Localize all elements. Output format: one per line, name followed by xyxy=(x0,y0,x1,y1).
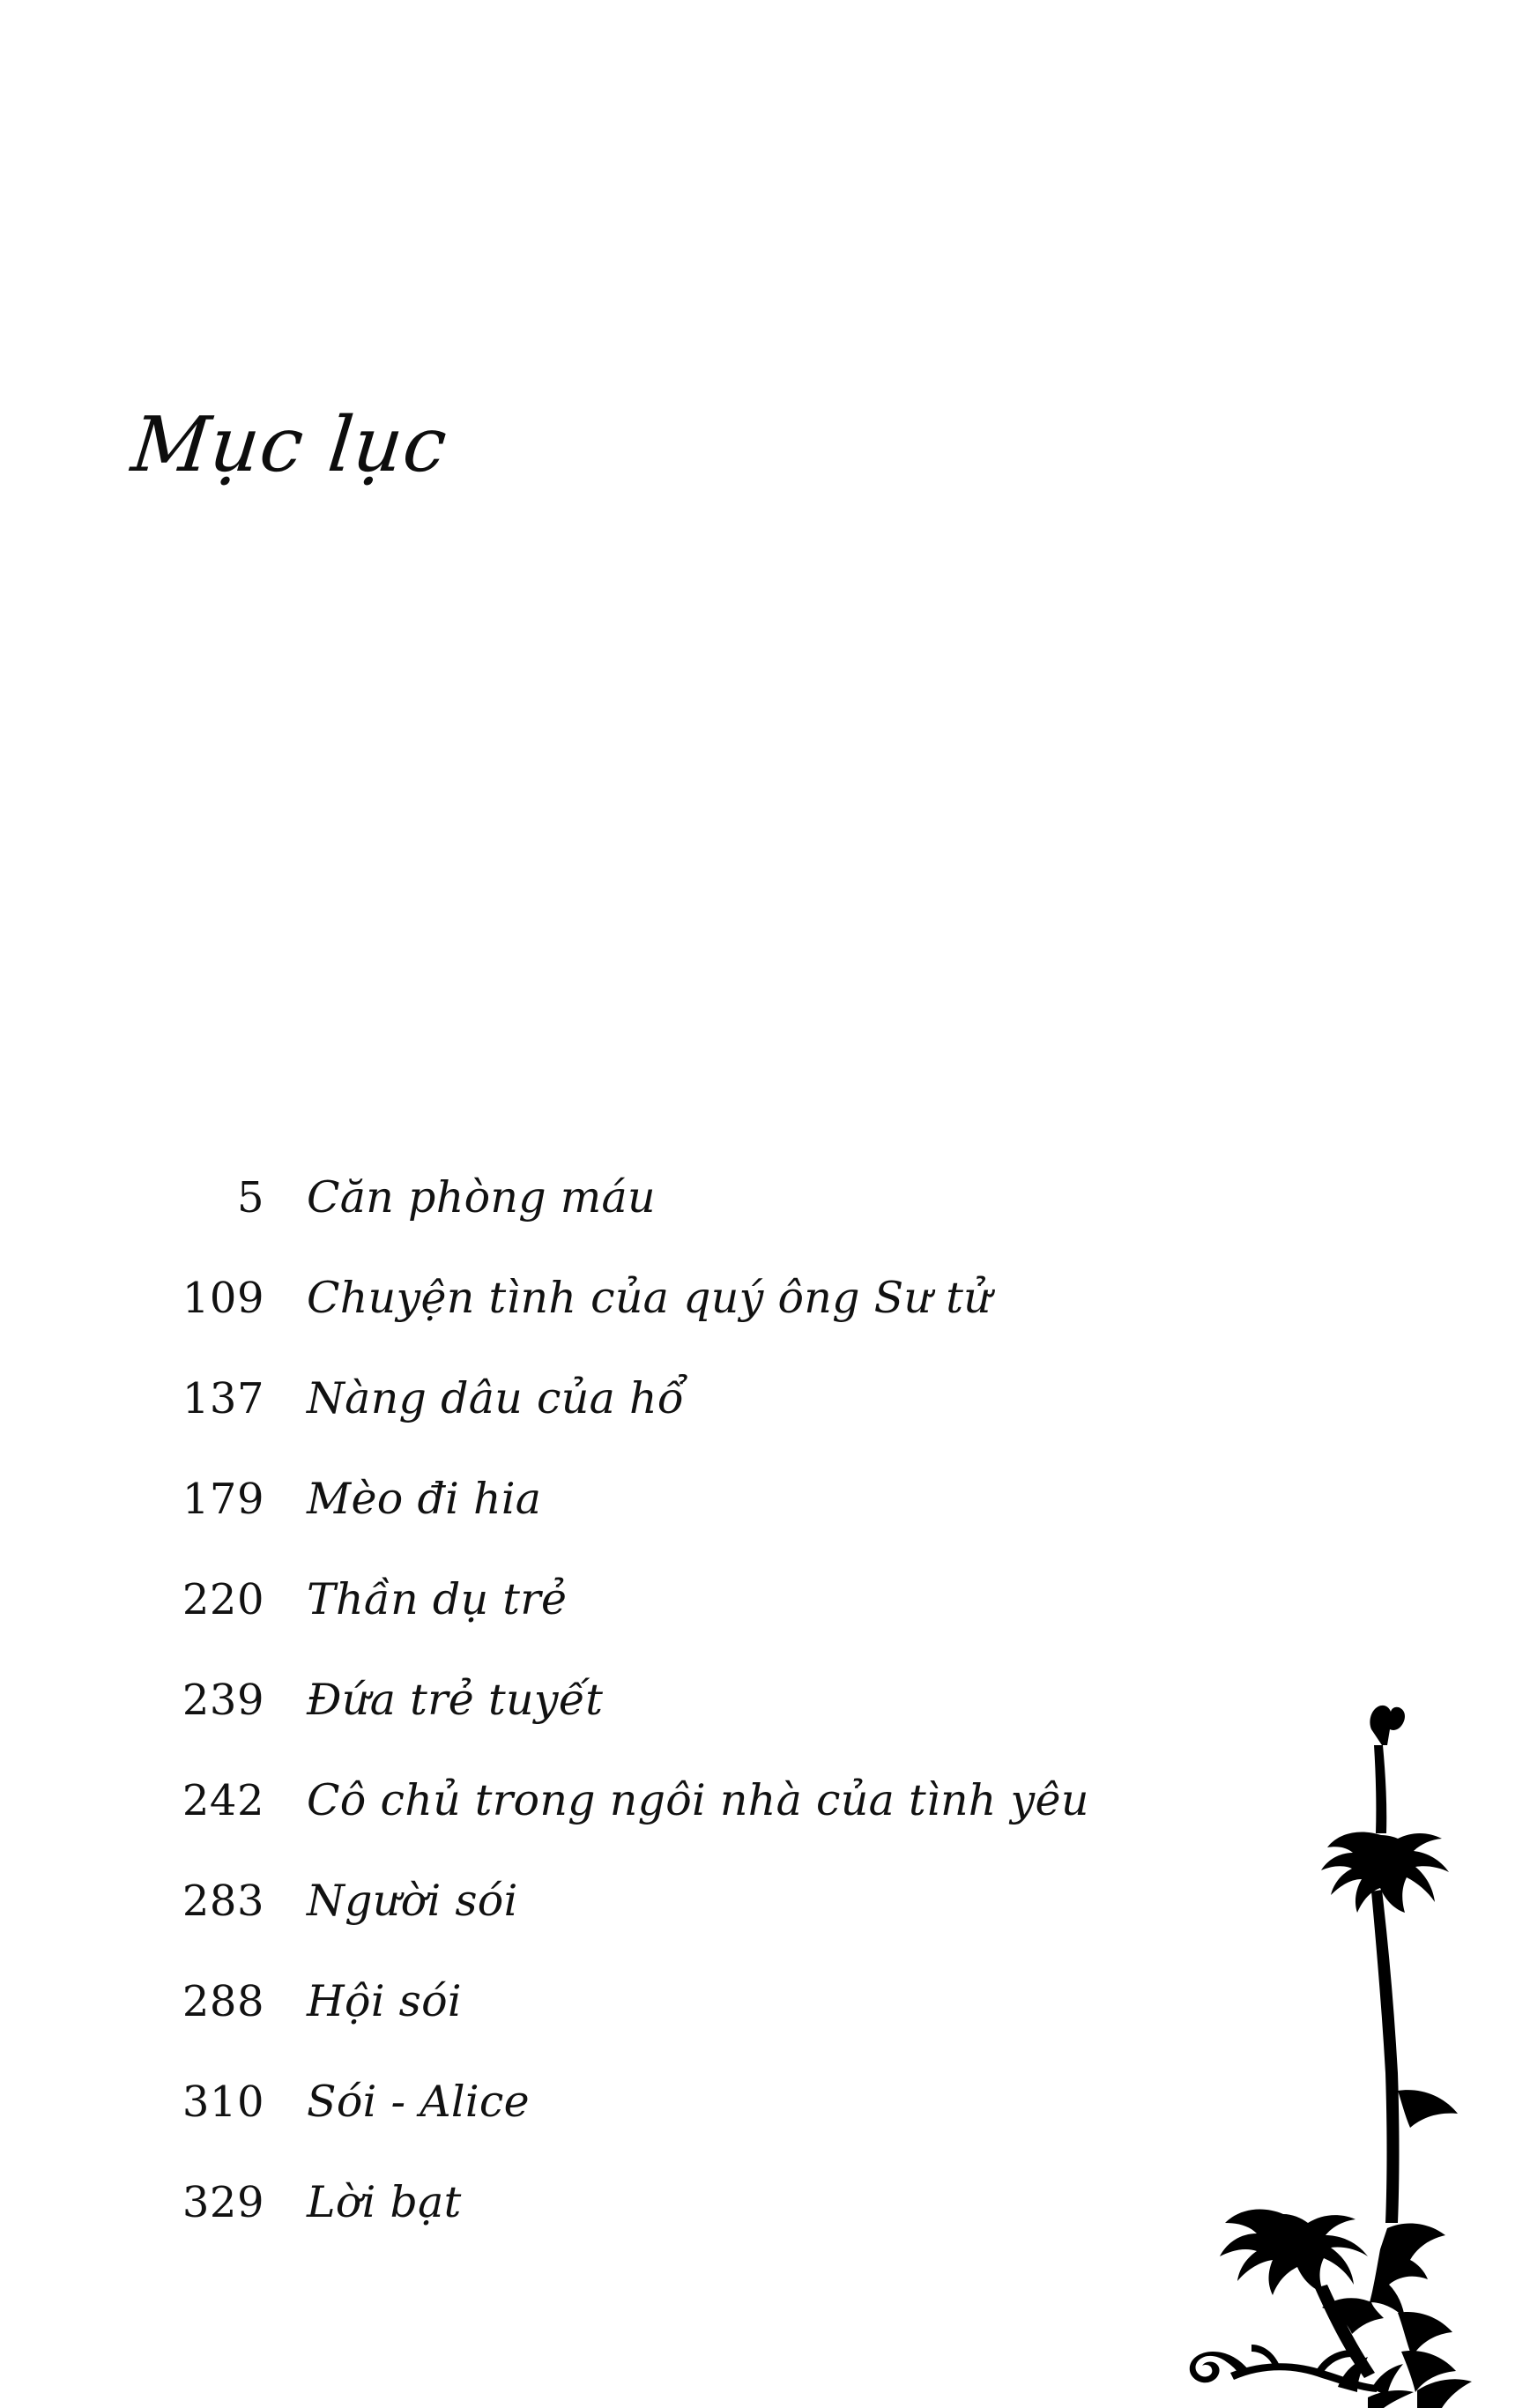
toc-entry-title: Thần dụ trẻ xyxy=(307,1574,568,1624)
toc-entry-title: Chuyện tình của quý ông Sư tử xyxy=(307,1273,992,1323)
toc-entry-page-number: 220 xyxy=(182,1575,264,1624)
toc-entry[interactable] xyxy=(132,1474,1278,1574)
toc-entry-title: Căn phòng máu xyxy=(307,1172,656,1223)
page-title: Mục lục xyxy=(127,401,452,489)
toc-entry[interactable] xyxy=(132,2177,1278,2278)
toc-entry-title: Cô chủ trong ngôi nhà của tình yêu xyxy=(307,1775,1089,1825)
toc-entry[interactable] xyxy=(132,1675,1278,1775)
toc-entry-title: Hội sói xyxy=(307,1976,462,2026)
toc-entry-title: Nàng dâu của hổ xyxy=(307,1373,685,1423)
toc-entry-page-number: 5 xyxy=(236,1173,264,1223)
toc-entry[interactable] xyxy=(132,1273,1278,1373)
toc-entry-title: Đứa trẻ tuyết xyxy=(307,1675,604,1725)
toc-entry[interactable] xyxy=(132,1373,1278,1474)
toc-entry-page-number: 109 xyxy=(182,1274,264,1323)
toc-entry-title: Mèo đi hia xyxy=(307,1474,542,1524)
toc-entry-title: Lời bạt xyxy=(307,2177,462,2227)
toc-entry-page-number: 288 xyxy=(182,1977,264,2026)
toc-entry-page-number: 239 xyxy=(182,1676,264,1725)
toc-entry-page-number: 283 xyxy=(182,1877,264,1926)
table-of-contents xyxy=(132,1172,1278,2278)
toc-entry-page-number: 310 xyxy=(182,2077,264,2127)
toc-entry-page-number: 137 xyxy=(182,1374,264,1423)
toc-entry[interactable] xyxy=(132,1976,1278,2077)
toc-entry-page-number: 329 xyxy=(182,2178,264,2227)
toc-entry[interactable] xyxy=(132,1876,1278,1976)
toc-entry-title: Người sói xyxy=(307,1876,518,1926)
toc-entry-page-number: 179 xyxy=(182,1475,264,1524)
toc-entry[interactable] xyxy=(132,1574,1278,1675)
toc-entry[interactable] xyxy=(132,1775,1278,1876)
toc-entry-page-number: 242 xyxy=(182,1776,264,1825)
toc-entry[interactable] xyxy=(132,2077,1278,2177)
toc-entry-title: Sói - Alice xyxy=(307,2077,530,2127)
toc-entry[interactable] xyxy=(132,1172,1278,1273)
